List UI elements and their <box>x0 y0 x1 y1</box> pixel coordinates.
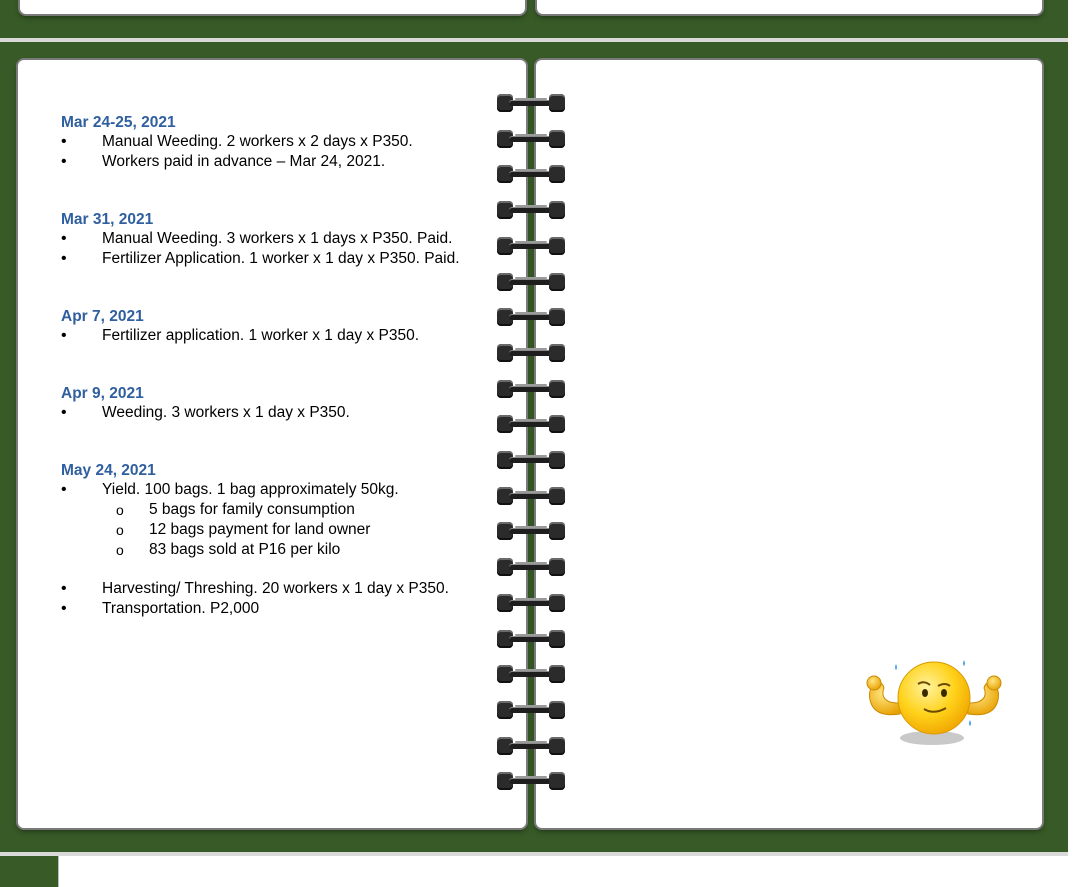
log-entry <box>61 385 501 423</box>
spiral-ring <box>497 451 565 471</box>
log-entry <box>61 462 501 619</box>
divider <box>58 856 59 887</box>
spiral-ring <box>497 630 565 650</box>
spiral-ring <box>497 308 565 328</box>
strong-arms-emoji-icon <box>860 656 1008 750</box>
log-entry <box>61 114 501 172</box>
spiral-ring <box>497 130 565 150</box>
list-item: • Weeding. 3 workers x 1 day x P350. <box>61 403 501 423</box>
previous-page-left <box>20 0 525 14</box>
spiral-ring <box>497 772 565 792</box>
spiral-binding <box>497 94 565 794</box>
sub-list-item: o 5 bags for family consumption <box>61 500 501 520</box>
spiral-ring <box>497 344 565 364</box>
log-entry <box>61 211 501 269</box>
next-frame-corner <box>0 856 58 887</box>
spiral-ring <box>497 701 565 721</box>
notebook-frame-top <box>0 0 1068 38</box>
spiral-ring <box>497 594 565 614</box>
spiral-ring <box>497 94 565 114</box>
spiral-ring <box>497 380 565 400</box>
previous-page-right <box>537 0 1042 14</box>
spiral-ring <box>497 737 565 757</box>
list-item: • Manual Weeding. 3 workers x 1 days x P350. Paid. <box>61 229 501 249</box>
spiral-ring <box>497 273 565 293</box>
list-item: • Manual Weeding. 2 workers x 2 days x P350. <box>61 132 501 152</box>
entry-date: May 24, 2021 <box>61 462 156 479</box>
entry-date: Mar 31, 2021 <box>61 211 154 228</box>
list-item: • Workers paid in advance – Mar 24, 2021. <box>61 152 501 172</box>
spiral-ring <box>497 201 565 221</box>
spiral-ring <box>497 487 565 507</box>
spacer <box>61 560 501 579</box>
sub-list-item: o 83 bags sold at P16 per kilo <box>61 540 501 560</box>
list-item: • Fertilizer Application. 1 worker x 1 day x P350. Paid. <box>61 249 501 269</box>
spiral-ring <box>497 165 565 185</box>
spiral-ring <box>497 237 565 257</box>
log-entry <box>61 308 501 346</box>
sub-list-item: o 12 bags payment for land owner <box>61 520 501 540</box>
spiral-ring <box>497 522 565 542</box>
entry-date: Apr 7, 2021 <box>61 308 144 325</box>
divider <box>0 852 1080 856</box>
spiral-ring <box>497 415 565 435</box>
list-item: • Fertilizer application. 1 worker x 1 day x P350. <box>61 326 501 346</box>
entry-date: Apr 9, 2021 <box>61 385 144 402</box>
list-item: • Yield. 100 bags. 1 bag approximately 50kg. <box>61 480 501 500</box>
list-item: • Harvesting/ Threshing. 20 workers x 1 day x P350. <box>61 579 501 599</box>
list-item: • Transportation. P2,000 <box>61 599 501 619</box>
spiral-ring <box>497 665 565 685</box>
entry-date: Mar 24-25, 2021 <box>61 114 176 131</box>
log-content <box>61 114 501 658</box>
page-edge <box>1068 0 1080 856</box>
spiral-ring <box>497 558 565 578</box>
